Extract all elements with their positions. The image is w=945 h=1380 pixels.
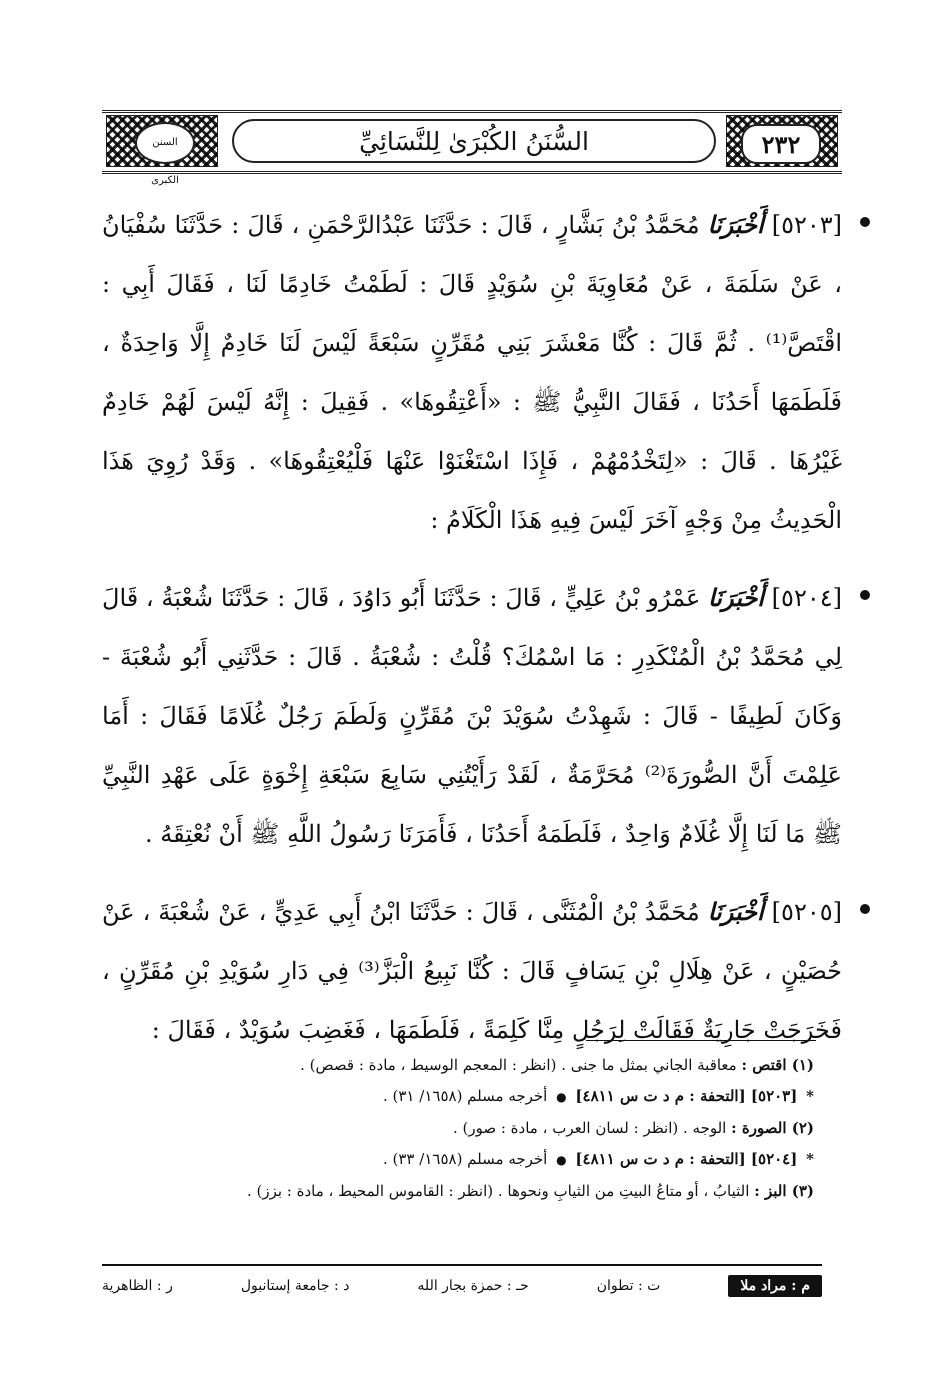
legend-item: ت : تطوان (596, 1278, 661, 1294)
footnote (102, 1176, 814, 1207)
book-title: السُّنَنُ الكُبْرَىٰ لِلنَّسَائِيِّ (232, 119, 716, 163)
hadith-entry (102, 195, 842, 550)
page-number: ٢٣٢ (741, 124, 821, 164)
footnote-label: [٥٢٠٤] [التحفة : م د ت س ٤٨١١] (575, 1150, 798, 1168)
hadith-line: فَقَالَ النَّبِيُّ ﷺ : «أَعْتِقُوهَا» . فَقِيلَ : إِنَّهُ لَيْسَ لَهُمْ خَادِمٌ غَيْرُهَا . قَالَ : «لِتَخْدُمْهُمْ ، (102, 388, 842, 475)
hadith-line: فَخَرَجَتْ جَارِيَةٌ فَقَالَتْ لِرَجُلٍ مِنَّا كَلِمَةً ، فَلَطَمَهَا ، فَغَضِبَ سُوَيْدٌ ، فَقَالَ : (151, 1016, 842, 1044)
footnotes (102, 1050, 814, 1207)
footnote-takhrij (102, 1081, 814, 1113)
legend-item: حـ : حمزة بجار الله (417, 1278, 529, 1294)
akhbarana-word: أَخْبَرَنَا (707, 897, 764, 926)
hadith-number: [٥٢٠٤] (771, 584, 842, 612)
hadith-line: عَنْ سَلَمَةَ ، عَنْ مُعَاوِيَةَ بْنِ سُوَيْدٍ قَالَ : لَطَمْتُ خَادِمًا لَنَا ، فَقَالَ أَبِي : اقْتَصَّ⁽¹⁾ . (102, 270, 842, 357)
star-icon: * (806, 1087, 814, 1105)
akhbarana-word: أَخْبَرَنَا (707, 210, 764, 239)
manuscript-legend (102, 1270, 822, 1302)
hadith-line: فَإِذَا اسْتَغْنَوْا عَنْهَا فَلْيُعْتِقُوهَا» . وَقَدْ رُوِيَ هَذَا الْحَدِيثُ مِنْ وَجْهٍ آخَرَ لَيْسَ فِيهِ (102, 447, 842, 534)
hadith-number: [٥٢٠٥] (771, 898, 842, 926)
footnote-text: معاقبة الجاني بمثل ما جنى . (انظر : المعجم الوسيط ، مادة : قصص) . (300, 1056, 737, 1074)
star-icon: * (806, 1150, 814, 1168)
dot-icon: ● (556, 1153, 567, 1167)
bottom-rule (102, 1264, 822, 1266)
hadith-line: لَطِيفًا - قَالَ : شَهِدْتُ سُوَيْدَ بْنَ مُقَرِّنٍ وَلَطَمَ رَجُلٌ غُلَامًا فَقَالَ : أَمَا عَلِمْتَ أَنَّ (102, 702, 842, 789)
bullet-icon (860, 904, 870, 914)
hadith-line: غُلَامٌ وَاحِدٌ ، فَلَطَمَهُ أَحَدُنَا ، فَأَمَرَنَا رَسُولُ اللَّهِ ﷺ أَنْ نُعْتِقَهُ . (145, 820, 721, 848)
akhbarana-word: أَخْبَرَنَا (707, 583, 764, 612)
footnote-label: (٢) الصورة : (731, 1119, 814, 1137)
footnote-label: (٣) البز : (754, 1182, 814, 1200)
header-ornament-right (726, 115, 838, 167)
hadith-entry (102, 882, 842, 1060)
footnote (102, 1113, 814, 1144)
page-header (102, 110, 842, 186)
header-medallion: السنن الكبرى (135, 122, 195, 164)
header-ornament-left (106, 115, 218, 186)
footnote-text: الوجه . (انظر : لسان العرب ، مادة : صور) . (452, 1119, 727, 1137)
footnote-label: (١) اقتص : (741, 1056, 814, 1074)
legend-item: م : مراد ملا (728, 1275, 822, 1297)
legend-item: ر : الظاهرية (102, 1278, 173, 1294)
hadith-entry (102, 568, 842, 864)
footnote-text: الثيابُ ، أو متاعُ البيتِ من الثيابِ ونحوها . (انظر : القاموس المحيط ، مادة : بزز) . (246, 1182, 750, 1200)
footnote-separator (586, 1040, 816, 1041)
hadith-line: الصُّورَةَ⁽²⁾ مُحَرَّمَةٌ ، لَقَدْ رَأَيْتُنِي سَابِعَ سَبْعَةِ إِخْوَةٍ عَلَى عَهْدِ النَّبِيِّ ﷺ مَا لَنَا إِلَّا (102, 761, 842, 848)
footnote (102, 1050, 814, 1081)
footnote-extra: أخرجه مسلم (١٦٥٨/ ٣٣) . (382, 1150, 548, 1168)
hadith-line: لِي مُحَمَّدُ بْنُ الْمُنْكَدِرِ : مَا اسْمُكَ؟ قُلْتُ : شُعْبَةُ . قَالَ : حَدَّثَنِي أَبُو شُعْبَةَ - وَكَانَ (102, 643, 842, 730)
hadith-line: عَمْرُو بْنُ عَلِيٍّ ، قَالَ : حَدَّثَنَا أَبُو دَاوُدَ ، قَالَ : حَدَّثَنَا شُعْبَةُ ، قَالَ (102, 584, 701, 612)
footnote-extra: أخرجه مسلم (١٦٥٨/ ٣١) . (382, 1087, 548, 1105)
hadith-line: ثُمَّ قَالَ : كُنَّا مَعْشَرَ بَنِي مُقَرِّنٍ سَبْعَةً لَيْسَ لَنَا خَادِمٌ إِلَّا وَاحِدَةٌ ، فَلَطَمَهَا أَحَدُنَا ، (102, 329, 843, 416)
main-text (102, 195, 842, 1078)
hadith-line: حُصَيْنٍ ، عَنْ هِلَالِ بْنِ يَسَافٍ قَالَ : كُنَّا نَبِيعُ الْبَزَّ⁽³⁾ فِي دَارِ سُوَيْدِ بْنِ مُقَرِّنٍ ، (102, 957, 842, 985)
hadith-line: مُحَمَّدُ بْنُ بَشَّارٍ ، قَالَ : حَدَّثَنَا عَبْدُالرَّحْمَنِ ، قَالَ : حَدَّثَنَا سُفْيَانُ ، (102, 211, 842, 298)
bullet-icon (860, 217, 870, 227)
footnote-label: [٥٢٠٣] [التحفة : م د ت س ٤٨١١] (575, 1087, 798, 1105)
legend-item: د : جامعة إستانبول (240, 1278, 350, 1294)
footnote-takhrij (102, 1144, 814, 1176)
hadith-number: [٥٢٠٣] (771, 211, 843, 239)
dot-icon: ● (556, 1090, 567, 1104)
hadith-line: هَذَا الْكَلَامُ : (430, 506, 542, 534)
bullet-icon (860, 590, 870, 600)
hadith-line: مُحَمَّدُ بْنُ الْمُثَنَّى ، قَالَ : حَدَّثَنَا ابْنُ أَبِي عَدِيٍّ ، عَنْ شُعْبَةَ ، عَنْ (102, 898, 700, 926)
